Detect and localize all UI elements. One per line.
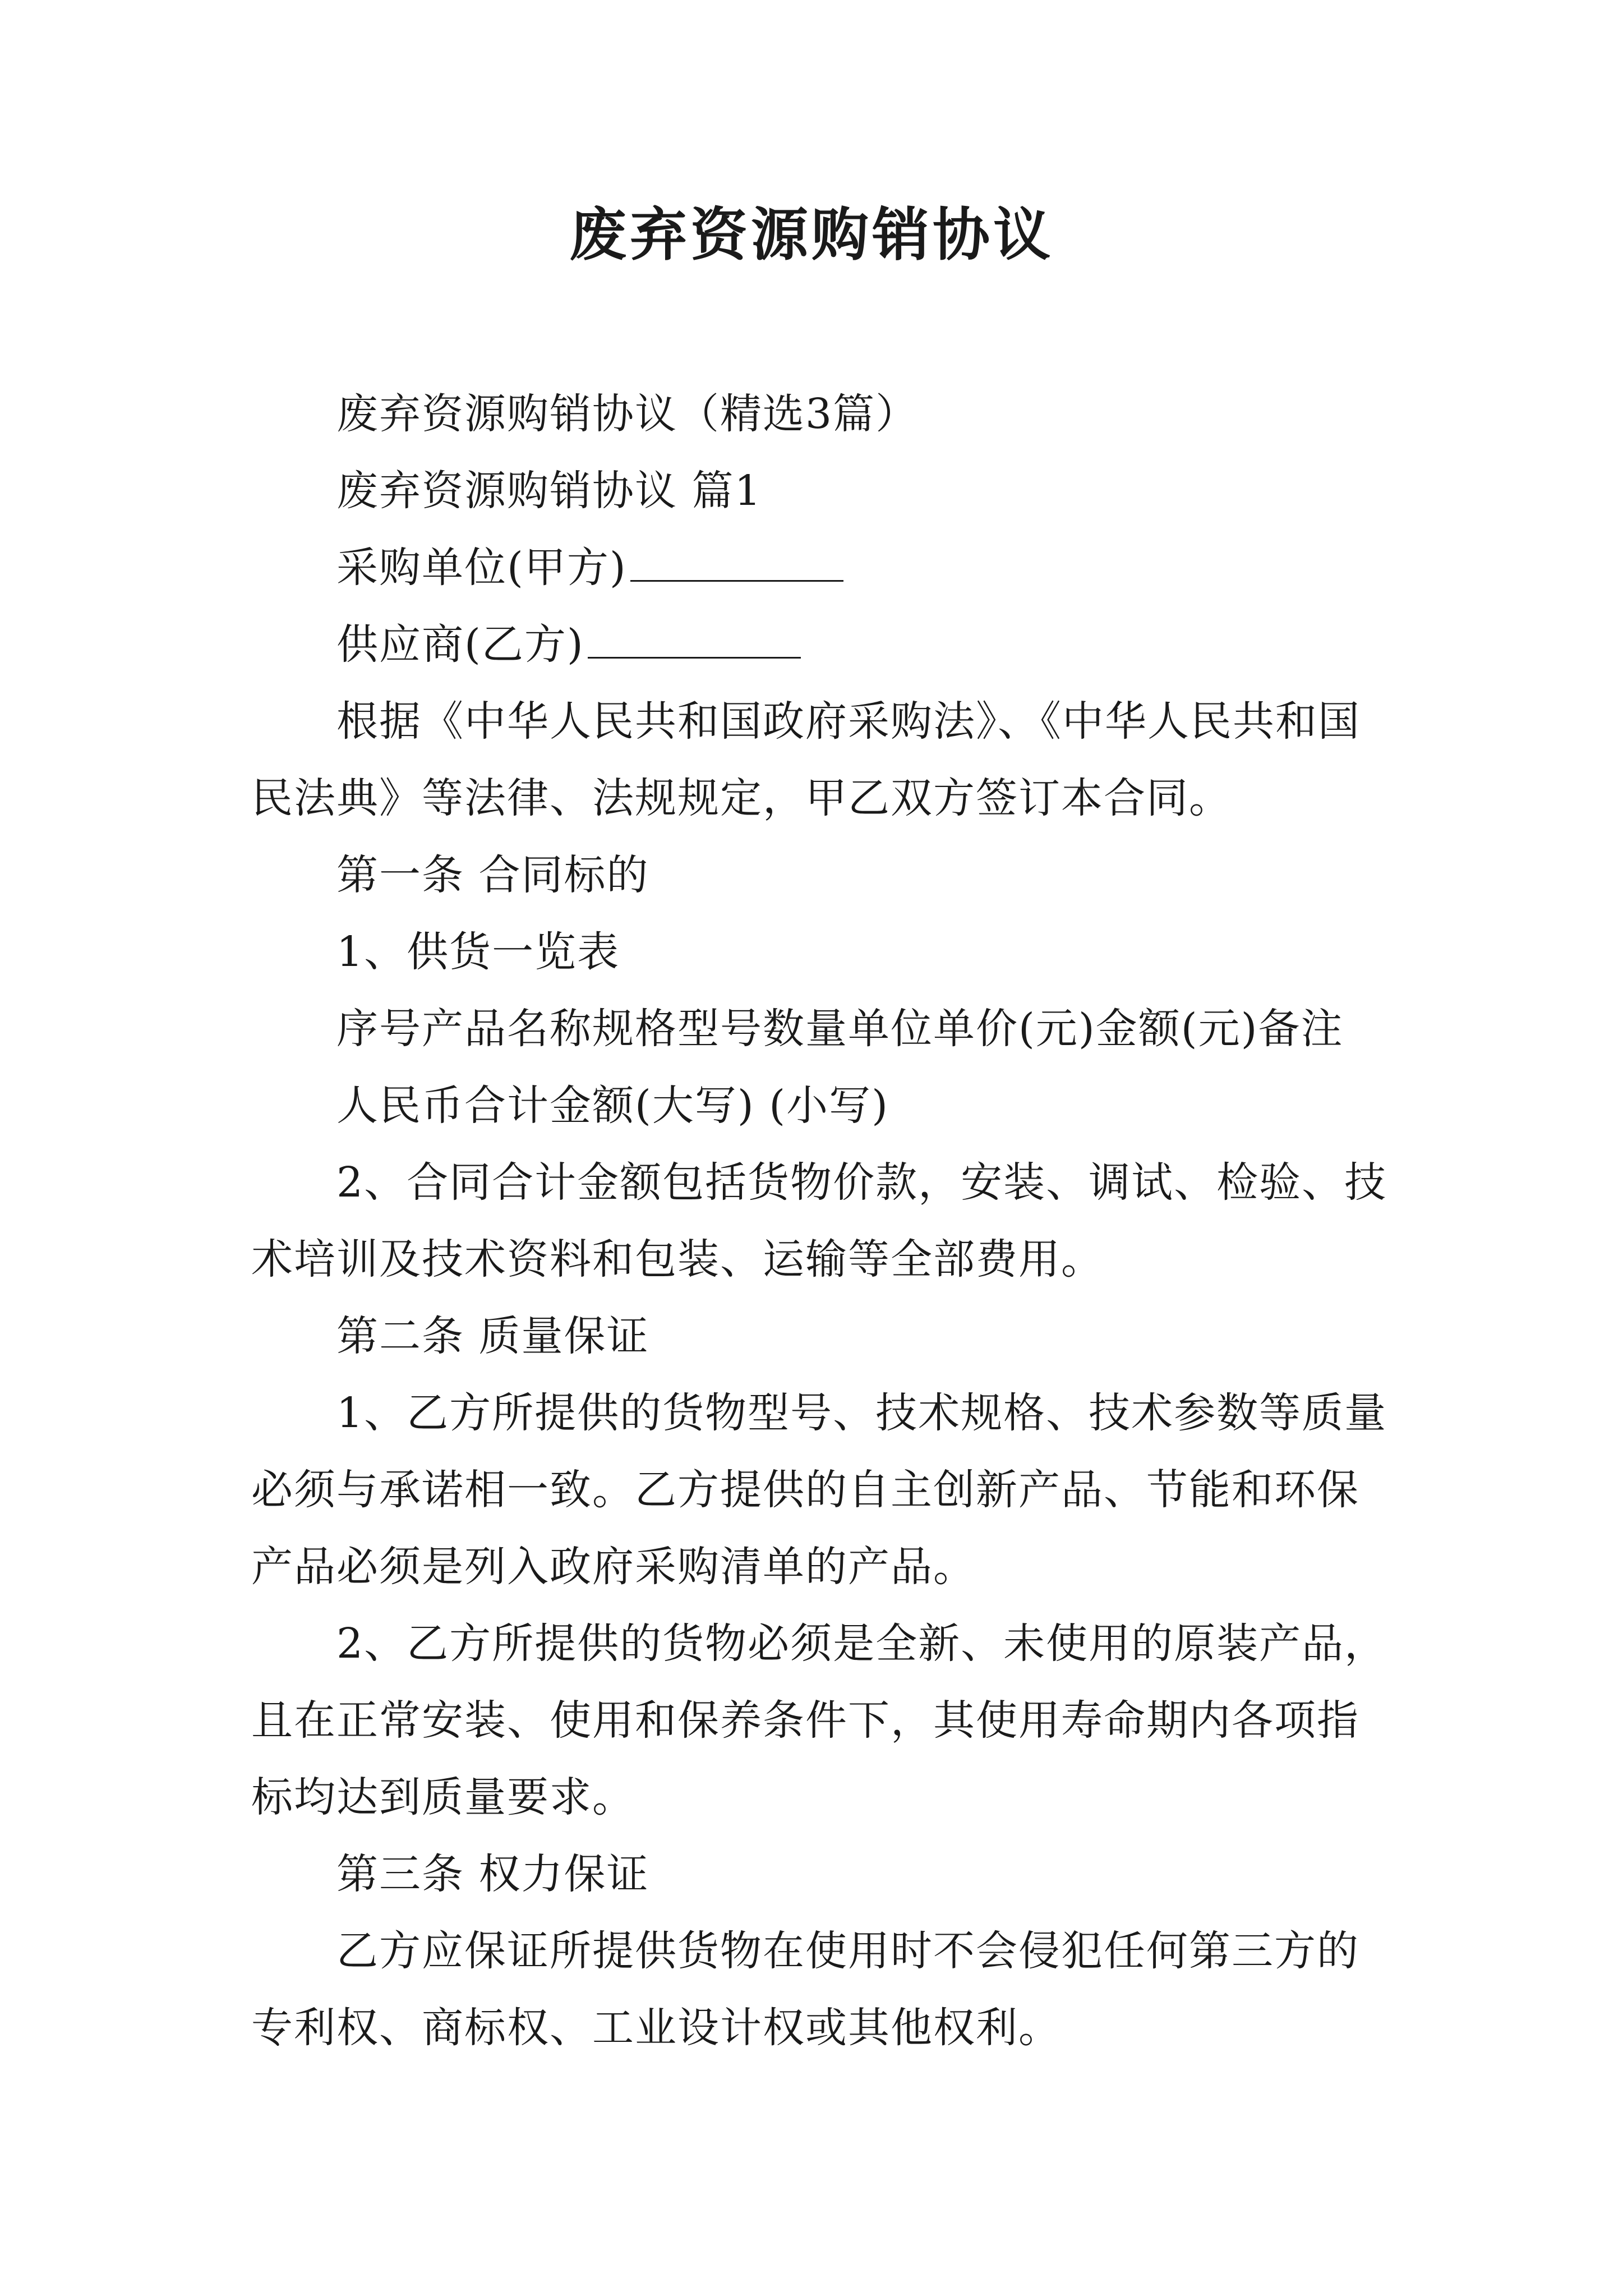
paragraph-quality-1: 1、乙方所提供的货物型号、技术规格、技术参数等质量必须与承诺相一致。乙方提供的自主创新产品、节能和环保产品必须是列入政府采购清单的产品。 [251,1389,1387,1591]
paragraph-article-1-heading: 第一条 合同标的 [336,851,649,899]
paragraph-article-2-heading: 第二条 质量保证 [336,1312,649,1360]
paragraph-table-header: 序号产品名称规格型号数量单位单价(元)金额(元)备注 [336,1005,1344,1053]
paragraph-preamble: 根据《中华人民共和国政府采购法》、《中华人民共和国民法典》等法律、法规规定，甲乙双方签订本合同。 [251,697,1361,822]
paragraph-rights-guarantee: 乙方应保证所提供货物在使用时不会侵犯任何第三方的专利权、商标权、工业设计权或其他权利。 [251,1927,1359,2052]
paragraph-supplier-line [251,606,1390,683]
buyer-blank-line [630,546,843,582]
document-body [251,376,1390,2067]
paragraph-subtitle: 废弃资源购销协议（精选3篇） [336,390,919,438]
document-title: 废弃资源购销协议 [569,202,1054,269]
paragraph-section-heading: 废弃资源购销协议 篇1 [336,467,762,515]
paragraph-buyer-line [251,530,1390,606]
paragraph-supply-list: 1、供货一览表 [336,928,620,976]
paragraph-article-3-heading: 第三条 权力保证 [336,1850,649,1898]
supplier-label: 供应商(乙方) [336,620,584,669]
paragraph-amount-scope: 2、合同合计金额包括货物价款，安装、调试、检验、技术培训及技术资料和包装、运输等全部费用。 [251,1158,1387,1283]
buyer-label: 采购单位(甲方) [336,544,627,592]
paragraph-quality-2: 2、乙方所提供的货物必须是全新、未使用的原装产品，且在正常安装、使用和保养条件下，其使用寿命期内各项指标均达到质量要求。 [251,1619,1387,1821]
paragraph-total-amount: 人民币合计金额(大写) (小写) [336,1082,889,1130]
supplier-blank-line [588,623,801,659]
